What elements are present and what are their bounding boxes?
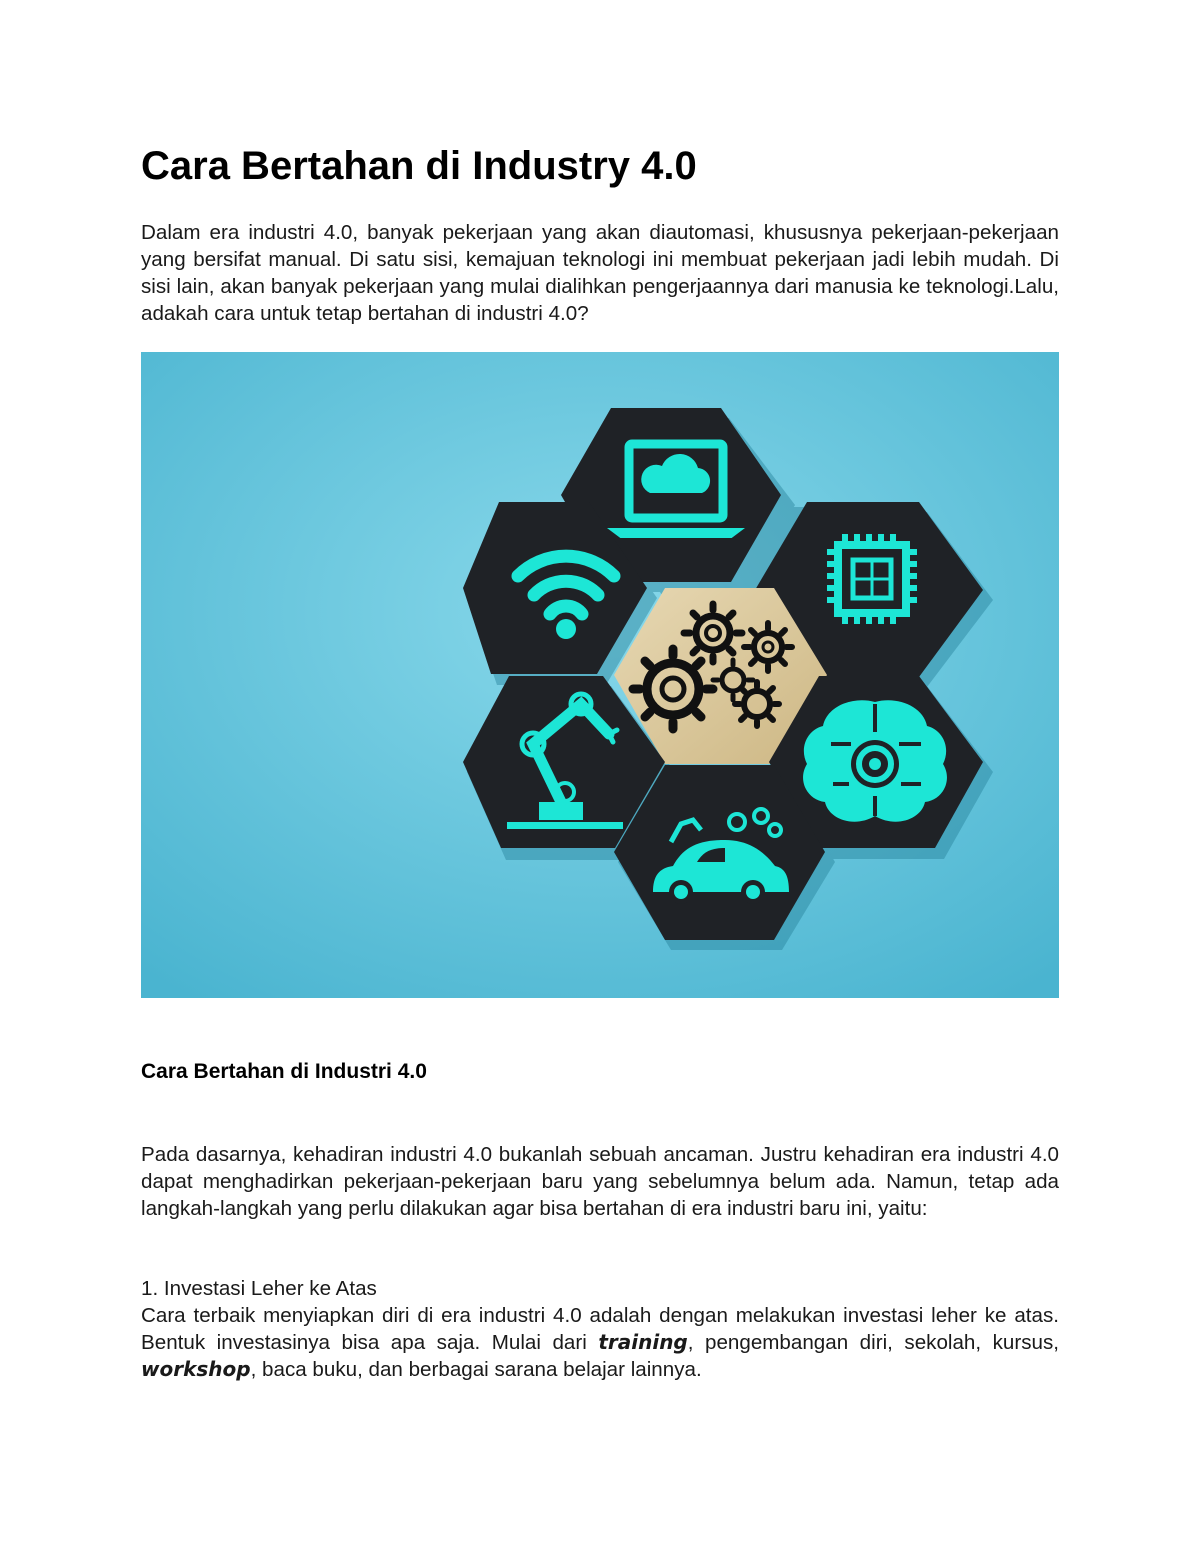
section-paragraph: Pada dasarnya, kehadiran industri 4.0 bukanlah sebuah ancaman. Justru kehadiran era industri 4.0 dapat menghadirkan pekerjaan-pekerjaan baru yang sebelumnya belum ada. Namun, tetap ada langkah-langkah yang perlu dilakukan agar bisa bertahan di era industri baru ini, yaitu: bbox=[141, 1143, 1059, 1220]
step-1-paragraph bbox=[141, 1302, 1059, 1383]
step-1-text-part: , baca buku, dan berbagai sarana belajar lainnya. bbox=[250, 1358, 702, 1381]
step-1-text-part: Cara terbaik menyiapkan diri di era industri 4.0 adalah dengan melakukan investasi leher ke atas. Bentuk investasinya bisa apa saja. Mulai dari bbox=[141, 1304, 1059, 1354]
industry-4-0-image bbox=[141, 352, 1059, 998]
intro-paragraph: Dalam era industri 4.0, banyak pekerjaan yang akan diautomasi, khususnya pekerjaan-pekerjaan yang bersifat manual. Di satu sisi, kemajuan teknologi ini membuat pekerjaan jadi lebih mudah. Di sisi lain, akan banyak pekerjaan yang mulai dialihkan pengerjaannya dari manusia ke teknologi.Lalu, adakah cara untuk tetap bertahan di industri 4.0? bbox=[141, 221, 1059, 325]
processor-chip-icon bbox=[827, 534, 917, 624]
emphasis-training: training bbox=[598, 1330, 688, 1354]
emphasis-workshop: workshop bbox=[141, 1357, 251, 1381]
step-1-title: 1. Investasi Leher ke Atas bbox=[141, 1277, 377, 1300]
page-title: Cara Bertahan di Industry 4.0 bbox=[141, 144, 697, 188]
section-heading: Cara Bertahan di Industri 4.0 bbox=[141, 1060, 427, 1083]
step-1-text-part: , pengembangan diri, sekolah, kursus, bbox=[687, 1331, 1059, 1354]
